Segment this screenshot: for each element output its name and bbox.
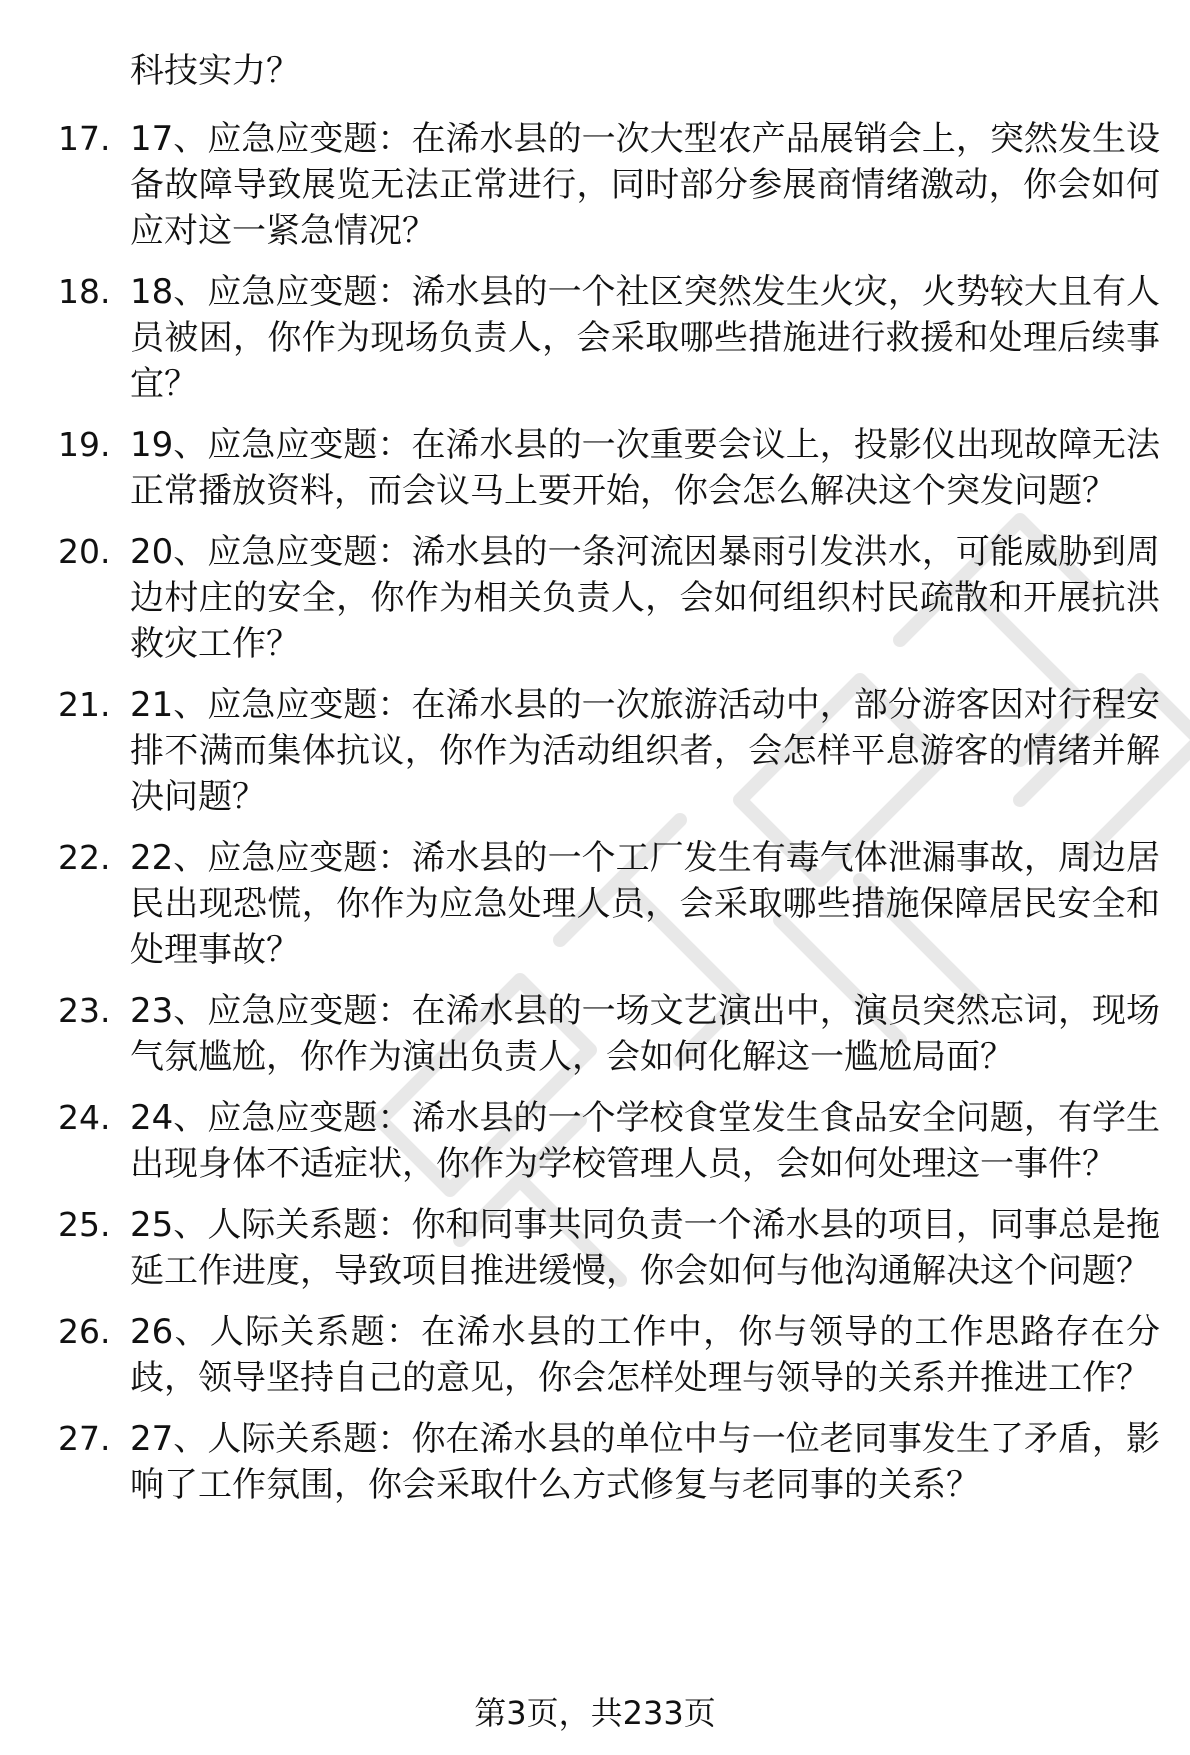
item-number: 21. [58, 685, 111, 724]
item-text: 23、应急应变题：在浠水县的一场文艺演出中，演员突然忘词，现场气氛尴尬，你作为演出负责人，会如何化解这一尴尬局面？ [130, 991, 1160, 1077]
item-number: 22. [58, 838, 111, 877]
item-text: 24、应急应变题：浠水县的一个学校食堂发生食品安全问题，有学生出现身体不适症状，你作为学校管理人员，会如何处理这一事件？ [130, 1098, 1160, 1184]
item-text: 21、应急应变题：在浠水县的一次旅游活动中，部分游客因对行程安排不满而集体抗议，你作为活动组织者，会怎样平息游客的情绪并解决问题？ [130, 685, 1160, 817]
item-number: 25. [58, 1205, 111, 1244]
list-item [0, 988, 1190, 1080]
item-number: 20. [58, 532, 111, 571]
list-item [0, 1095, 1190, 1187]
list-item [0, 269, 1190, 407]
item-text: 25、人际关系题：你和同事共同负责一个浠水县的项目，同事总是拖延工作进度，导致项目推进缓慢，你会如何与他沟通解决这个问题？ [130, 1205, 1160, 1291]
item-text: 26、人际关系题：在浠水县的工作中，你与领导的工作思路存在分歧，领导坚持自己的意见，你会怎样处理与领导的关系并推进工作？ [130, 1312, 1160, 1398]
item-number: 24. [58, 1098, 111, 1137]
list-item [0, 682, 1190, 820]
list-item [0, 422, 1190, 514]
list-item [0, 1202, 1190, 1294]
list-item [0, 529, 1190, 667]
item-text: 20、应急应变题：浠水县的一条河流因暴雨引发洪水，可能威胁到周边村庄的安全，你作为相关负责人，会如何组织村民疏散和开展抗洪救灾工作？ [130, 532, 1160, 664]
item-number: 18. [58, 272, 111, 311]
page-footer: 第3页，共233页 [474, 1694, 716, 1732]
list-item [0, 1416, 1190, 1508]
item-number: 26. [58, 1312, 111, 1351]
item-number: 17. [58, 119, 111, 158]
item-number: 27. [58, 1419, 111, 1458]
question-list [0, 116, 1190, 1523]
item-text: 17、应急应变题：在浠水县的一次大型农产品展销会上，突然发生设备故障导致展览无法正常进行，同时部分参展商情绪激动，你会如何应对这一紧急情况？ [130, 119, 1160, 251]
list-item [0, 116, 1190, 254]
item-number: 19. [58, 425, 111, 464]
list-item [0, 1309, 1190, 1401]
item-number: 23. [58, 991, 111, 1030]
continuation-text: 科技实力？ [130, 51, 300, 91]
item-text: 18、应急应变题：浠水县的一个社区突然发生火灾，火势较大且有人员被困，你作为现场负责人，会采取哪些措施进行救援和处理后续事宜？ [130, 272, 1160, 404]
item-text: 22、应急应变题：浠水县的一个工厂发生有毒气体泄漏事故，周边居民出现恐慌，你作为应急处理人员，会采取哪些措施保障居民安全和处理事故？ [130, 838, 1160, 970]
list-item [0, 835, 1190, 973]
item-text: 19、应急应变题：在浠水县的一次重要会议上，投影仪出现故障无法正常播放资料，而会议马上要开始，你会怎么解决这个突发问题？ [130, 425, 1160, 511]
item-text: 27、人际关系题：你在浠水县的单位中与一位老同事发生了矛盾，影响了工作氛围，你会采取什么方式修复与老同事的关系？ [130, 1419, 1160, 1505]
